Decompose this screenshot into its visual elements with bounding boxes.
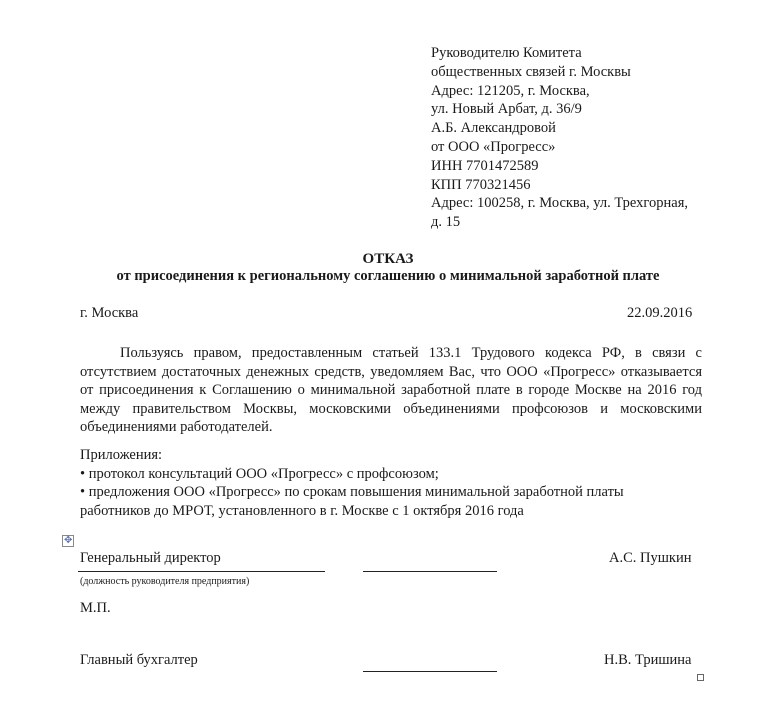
document-subtitle: от присоединения к региональному соглашению о минимальной заработной плате bbox=[116, 268, 660, 284]
accountant-name: Н.В. Тришина bbox=[604, 652, 692, 668]
document-title: ОТКАЗ bbox=[362, 251, 414, 267]
attachment-item: работников до МРОТ, установленного в г. Москве с 1 октября 2016 года bbox=[80, 502, 524, 519]
attachments-block bbox=[80, 446, 624, 520]
recipient-line: КПП 770321456 bbox=[431, 176, 531, 193]
director-position-line bbox=[78, 571, 325, 572]
attachment-item: • предложения ООО «Прогресс» по срокам повышения минимальной заработной платы bbox=[80, 484, 624, 500]
body-line: отсутствием достаточных денежных средств, уведомляем Вас, что ООО «Прогресс» отказывается bbox=[80, 363, 702, 380]
recipient-block bbox=[431, 44, 688, 232]
recipient-line: д. 15 bbox=[431, 214, 461, 231]
recipient-line: ИНН 7701472589 bbox=[431, 157, 539, 174]
director-position: Генеральный директор bbox=[80, 550, 221, 566]
body-line: между правительством Москвы, московскими объединениями профсоюзов и московскими bbox=[80, 400, 702, 417]
body-line: объединениями работодателей. bbox=[80, 419, 273, 435]
accountant-signature-line bbox=[363, 671, 497, 672]
recipient-line: Руководителю Комитета bbox=[431, 45, 582, 61]
position-hint: (должность руководителя предприятия) bbox=[80, 576, 250, 587]
recipient-line: общественных связей г. Москвы bbox=[431, 63, 631, 80]
recipient-line: Адрес: 100258, г. Москва, ул. Трехгорная, bbox=[431, 195, 688, 212]
document-city: г. Москва bbox=[80, 305, 139, 321]
recipient-line: А.Б. Александровой bbox=[431, 120, 556, 137]
attachment-item: • протокол консультаций ООО «Прогресс» с профсоюзом; bbox=[80, 465, 439, 482]
accountant-position: Главный бухгалтер bbox=[80, 652, 198, 668]
body-line: от присоединения к Соглашению о минимальной заработной плате в городе Москве на 2016 год bbox=[80, 382, 702, 398]
resize-handle-icon[interactable] bbox=[697, 674, 704, 681]
stamp-label: М.П. bbox=[80, 600, 111, 616]
recipient-line: от ООО «Прогресс» bbox=[431, 138, 556, 155]
director-signature-line bbox=[363, 571, 497, 572]
recipient-line: Адрес: 121205, г. Москва, bbox=[431, 82, 590, 99]
attachments-heading: Приложения: bbox=[80, 447, 163, 463]
document-date: 22.09.2016 bbox=[627, 305, 693, 321]
director-name: А.С. Пушкин bbox=[609, 550, 692, 566]
body-line: Пользуясь правом, предоставленным статьей 133.1 Трудового кодекса РФ, в связи с bbox=[120, 345, 702, 361]
recipient-line: ул. Новый Арбат, д. 36/9 bbox=[431, 101, 582, 118]
body-paragraph bbox=[80, 344, 702, 437]
move-anchor-icon[interactable]: ✥ bbox=[64, 535, 73, 546]
